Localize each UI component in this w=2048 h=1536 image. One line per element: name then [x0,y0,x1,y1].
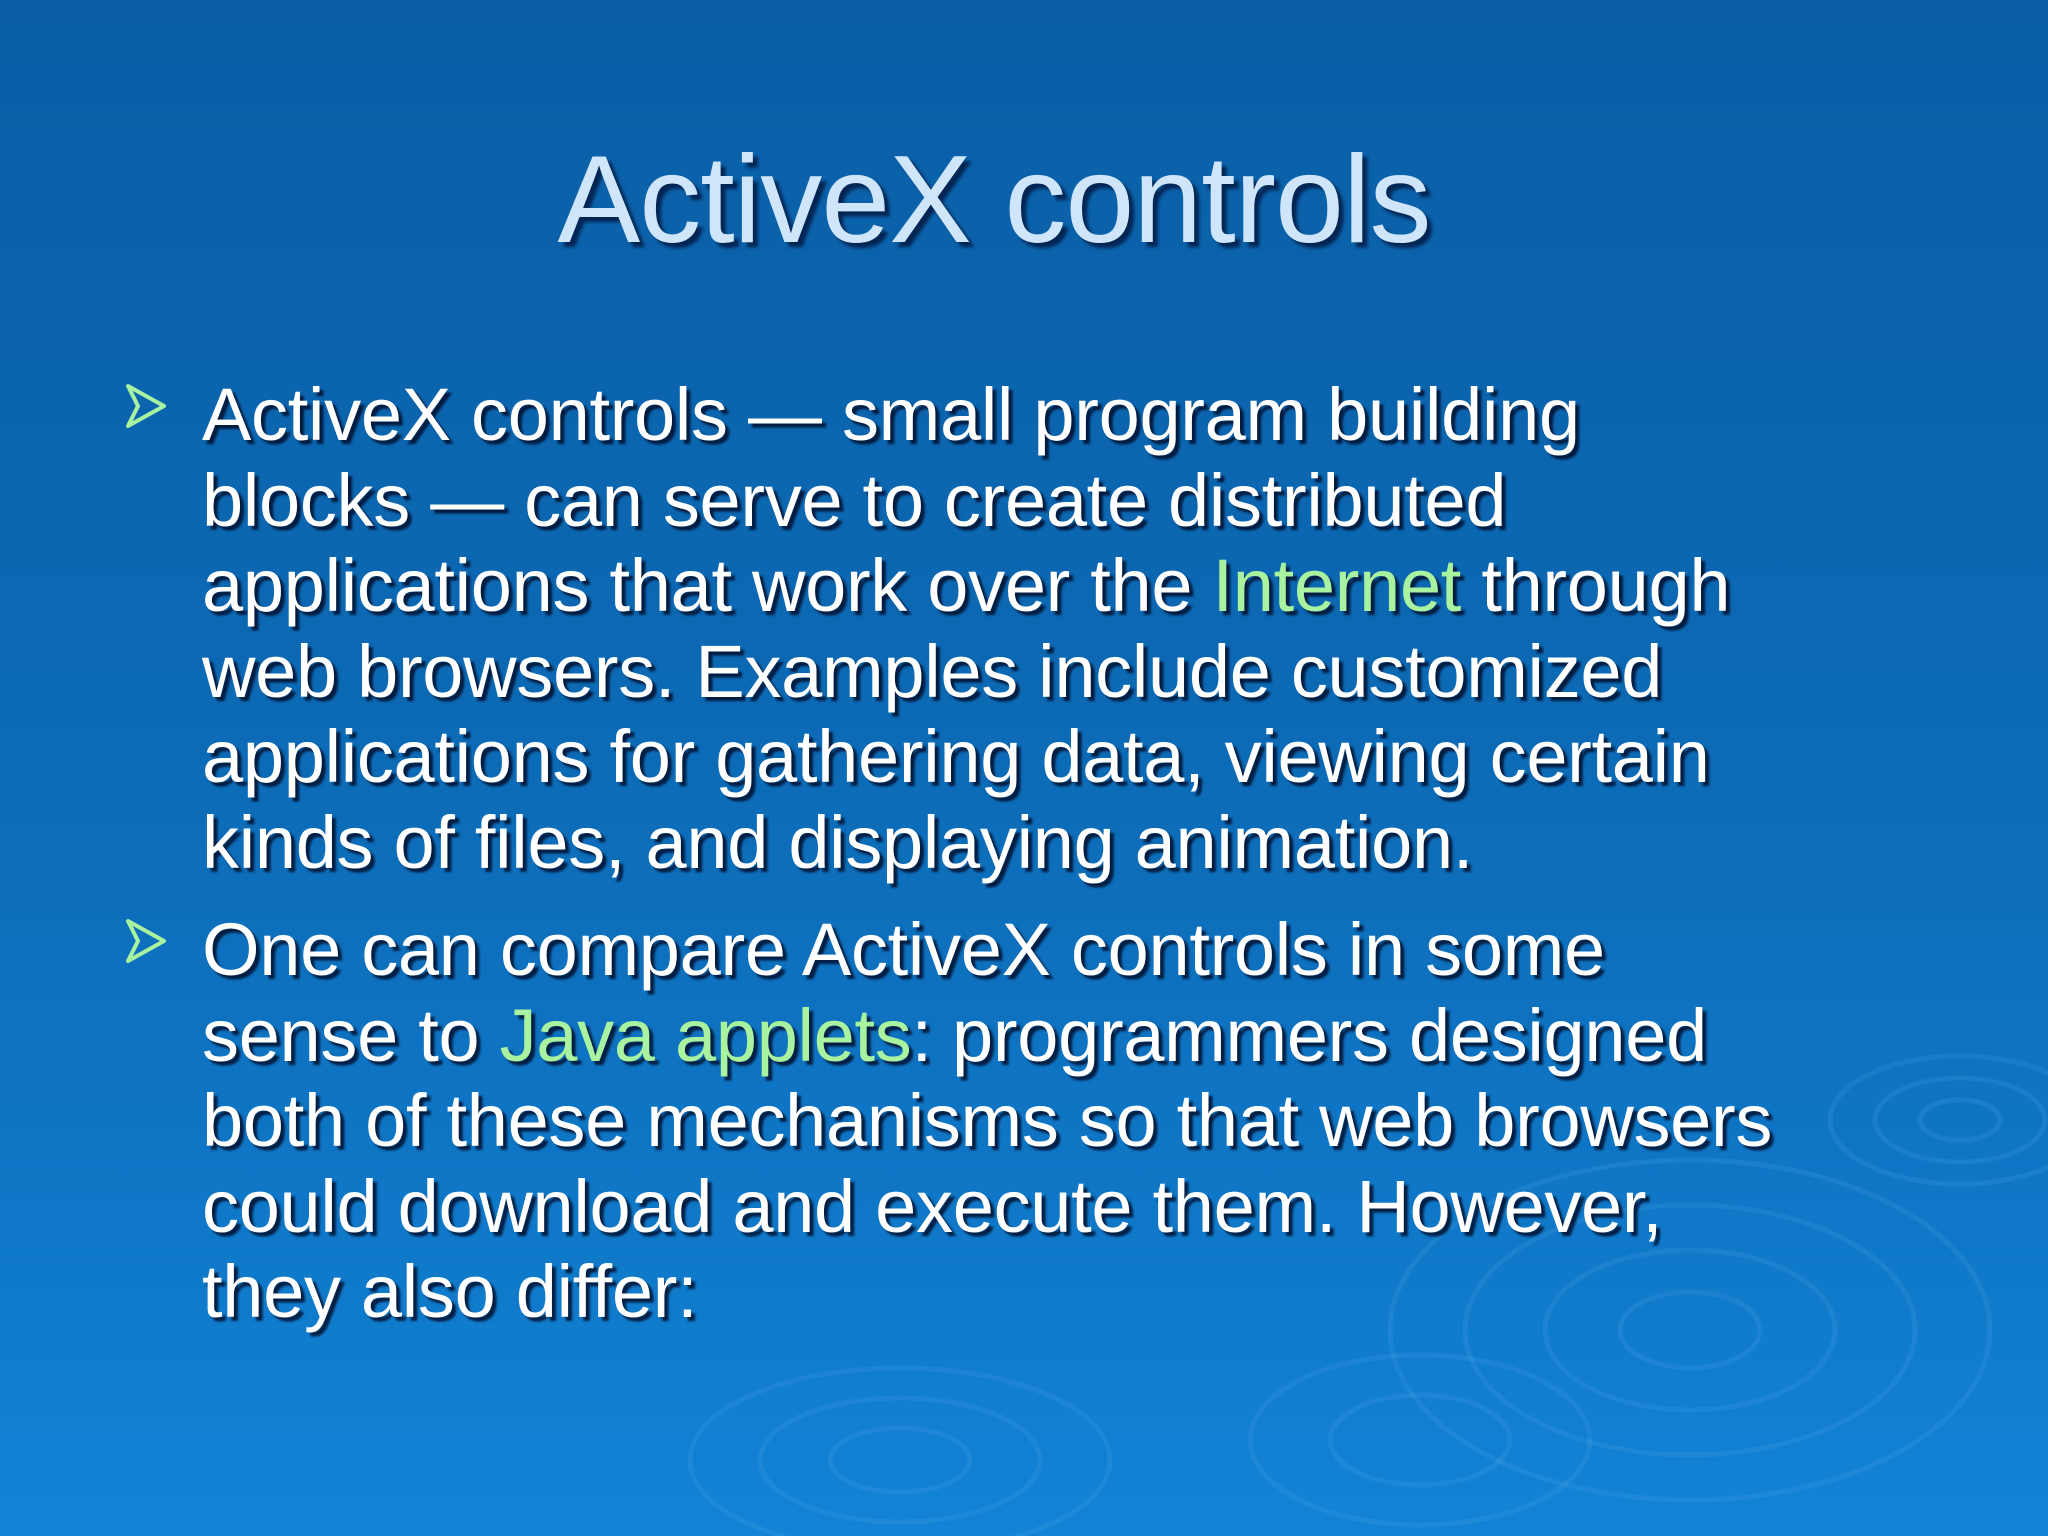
bullet-text [202,372,2024,885]
text-segment: One can compare ActiveX controls in some [202,908,1605,991]
text-segment: web browsers. Examples include customized [202,629,1663,713]
text-segment: sense to [202,993,500,1077]
text-segment: both of these mechanisms so that web browsers [202,1079,1773,1162]
hyperlink-internet[interactable]: Internet [1212,544,1462,627]
text-segment: applications for gathering data, viewing certain [202,715,1710,798]
text-segment: through [1461,544,1731,627]
text-segment: ActiveX controls — small program building [202,373,1580,456]
bullet-text [202,907,2024,1335]
arrowhead-bullet-icon [124,917,168,965]
bullet-item [124,372,2024,885]
bullet-list [124,372,2024,1357]
bullet-text-line [202,629,2024,715]
hyperlink-java-applets[interactable]: Java applets [499,993,912,1077]
bullet-text-line [202,1249,2024,1335]
text-segment: blocks — can serve to create distributed [202,458,1507,542]
text-segment: applications that work over the [202,544,1213,627]
slide-title: ActiveX controls [557,131,1431,269]
bullet-text-line [202,1164,2024,1250]
bullet-item [124,907,2024,1335]
bullet-text-line [202,993,2024,1079]
arrowhead-bullet-icon [124,382,168,430]
bullet-text-line [202,458,2024,544]
text-segment: could download and execute them. However, [202,1164,1663,1248]
text-segment: : programmers designed [911,993,1707,1077]
text-segment: they also differ: [202,1250,698,1333]
bullet-text-line [202,372,2024,458]
text-segment: kinds of files, and displaying animation. [202,800,1474,884]
bullet-text-line [202,800,2024,886]
bullet-text-line [202,1078,2024,1164]
bullet-text-line [202,543,2024,629]
bullet-text-line [202,714,2024,800]
bullet-text-line [202,907,2024,993]
